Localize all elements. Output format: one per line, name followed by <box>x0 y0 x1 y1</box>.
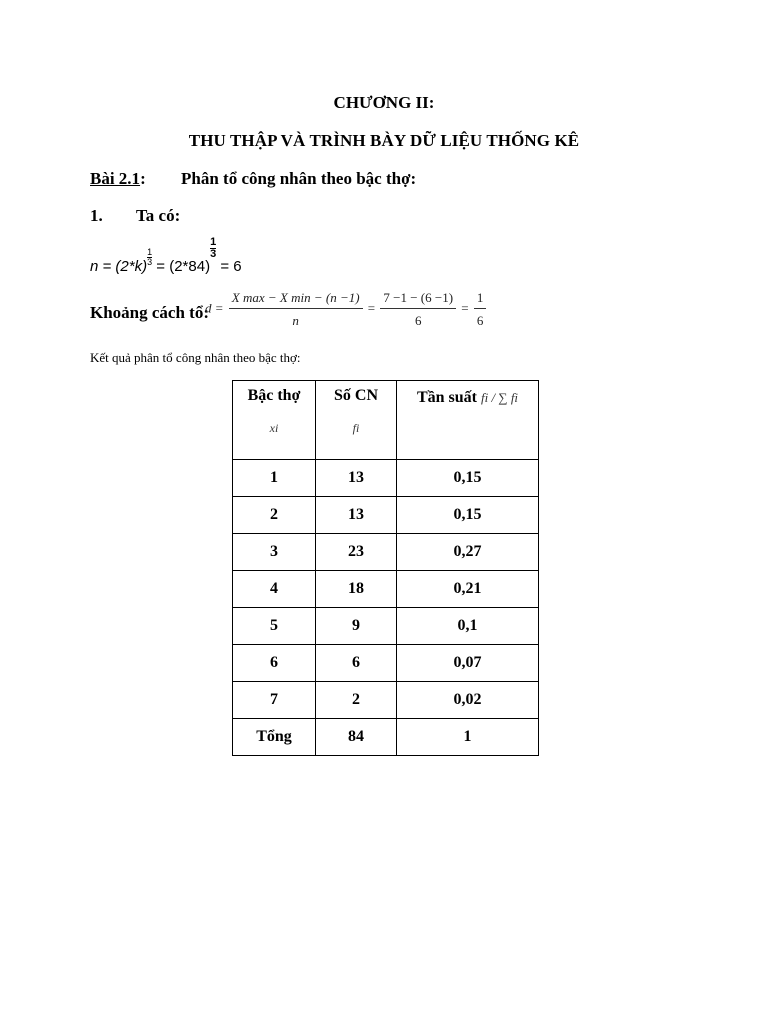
cell-so-cn: 84 <box>316 719 397 756</box>
fraction-general: $\frac{\text{X max − X min − (n −1)}}{n}$ <box>229 290 363 329</box>
header-so-cn: Số CN fi <box>316 381 397 460</box>
cell-bac-tho: 1 <box>233 460 316 497</box>
cell-so-cn: 2 <box>316 682 397 719</box>
cell-tan-suat: 0,07 <box>397 645 539 682</box>
formula-group-count <box>90 237 242 275</box>
cell-so-cn: 13 <box>316 460 397 497</box>
cell-bac-tho: 7 <box>233 682 316 719</box>
cell-tan-suat: 0,27 <box>397 534 539 571</box>
exercise-colon: : <box>140 169 146 188</box>
cell-tan-suat: 0,1 <box>397 608 539 645</box>
table-row <box>233 682 539 719</box>
cell-tan-suat: 0,15 <box>397 460 539 497</box>
header-tan-suat: Tần suất fi / ∑ fi <box>397 381 539 460</box>
cell-so-cn: 9 <box>316 608 397 645</box>
chapter-heading: CHƯƠNG II: <box>333 93 435 112</box>
table-header-row <box>233 381 539 460</box>
step-number: 1. <box>90 206 103 225</box>
table-row <box>233 497 539 534</box>
cell-tan-suat: 1 <box>397 719 539 756</box>
cell-bac-tho: 5 <box>233 608 316 645</box>
table-row <box>233 460 539 497</box>
table-row <box>233 645 539 682</box>
table-row <box>233 534 539 571</box>
chapter-title: THU THẬP VÀ TRÌNH BÀY DỮ LIỆU THỐNG KÊ <box>188 131 580 150</box>
table-row <box>233 719 539 756</box>
formula-n-lhs: n = (2*k) <box>90 258 148 275</box>
cell-bac-tho: 2 <box>233 497 316 534</box>
formula-interval: d = $\frac{\text{X max − X min − (n −1)}}{n}$ = $\frac{7 -1 - (6 -1)}{6}$ = $\frac{1}{6}$ <box>205 290 488 329</box>
fraction-result: $\frac{1}{6}$ <box>474 290 487 329</box>
formula-n-exponent: $\frac{1}{3}$ <box>210 236 217 260</box>
cell-so-cn: 6 <box>316 645 397 682</box>
step-text: Ta có: <box>136 206 181 225</box>
formula-d-lhs: d = <box>205 300 224 316</box>
cell-bac-tho: 6 <box>233 645 316 682</box>
exercise-label <box>90 169 146 189</box>
cell-tan-suat: 0,02 <box>397 682 539 719</box>
cell-so-cn: 18 <box>316 571 397 608</box>
table-row <box>233 571 539 608</box>
formula-n-rhs: = 6 <box>216 258 242 275</box>
cell-so-cn: 23 <box>316 534 397 571</box>
cell-tan-suat: 0,15 <box>397 497 539 534</box>
fraction-substituted: $\frac{7 -1 - (6 -1)}{6}$ <box>380 290 456 329</box>
result-caption: Kết quả phân tổ công nhân theo bậc thợ: <box>90 350 301 365</box>
header-bac-tho: Bậc thợ xi <box>233 381 316 460</box>
interval-label: Khoảng cách tổ: <box>90 303 209 322</box>
cell-bac-tho: 4 <box>233 571 316 608</box>
frequency-table <box>232 380 539 756</box>
formula-n-exponent-small: $\frac{1}{3}$ <box>147 247 153 267</box>
formula-n-mid: = (2*84) <box>152 258 211 275</box>
exercise-number: Bài 2.1 <box>90 169 141 188</box>
table-row <box>233 608 539 645</box>
cell-bac-tho: 3 <box>233 534 316 571</box>
cell-so-cn: 13 <box>316 497 397 534</box>
cell-bac-tho: Tổng <box>233 719 316 756</box>
exercise-text: Phân tổ công nhân theo bậc thợ: <box>181 169 417 188</box>
cell-tan-suat: 0,21 <box>397 571 539 608</box>
